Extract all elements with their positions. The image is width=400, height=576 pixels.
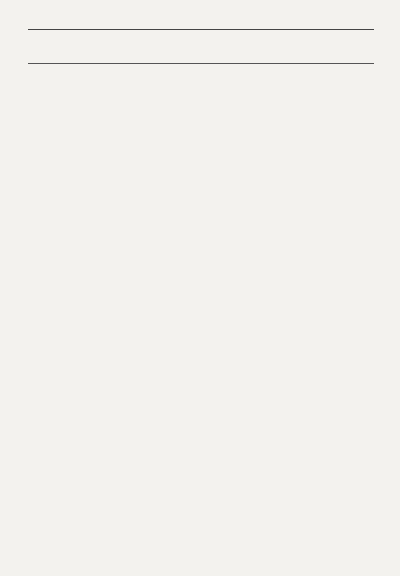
part-heading <box>28 48 374 64</box>
toc-page <box>28 26 374 68</box>
running-header <box>28 26 374 30</box>
